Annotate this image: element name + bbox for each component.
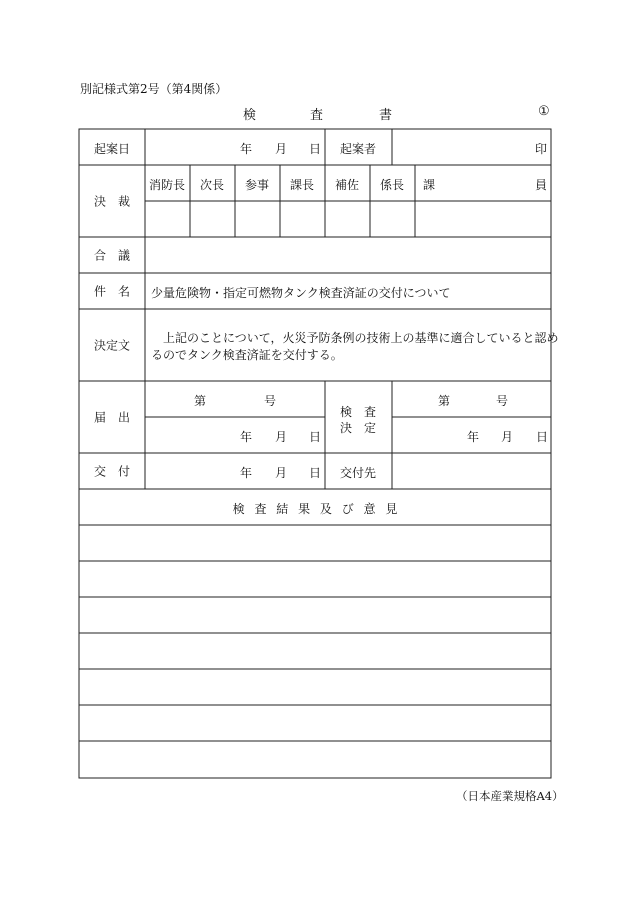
inspection-label-line1: 検 査 <box>339 405 377 419</box>
inspection-number-prefix: 第 <box>438 394 451 408</box>
year-label: 年 <box>240 142 253 156</box>
inspection-number-suffix: 号 <box>496 394 509 408</box>
approver-counselor: 参事 <box>244 178 270 192</box>
copy-number-mark: ① <box>538 104 550 119</box>
subject-label: 件 名 <box>93 284 131 299</box>
approver-deputy-chief: 次長 <box>199 178 225 192</box>
approver-section-chief: 課長 <box>289 178 315 192</box>
title-char: 査 <box>310 108 324 123</box>
issuance-month-label: 月 <box>275 466 288 480</box>
drafter-label: 起案者 <box>339 142 377 156</box>
title-char: 検 <box>243 108 257 123</box>
report-label: 届 出 <box>93 410 131 425</box>
report-number-prefix: 第 <box>194 394 207 408</box>
title-char: 書 <box>379 108 393 123</box>
approver-assistant: 補佐 <box>334 178 360 192</box>
issue-to-label: 交付先 <box>339 466 377 480</box>
decision-text-line1: 上記のことについて，火災予防条例の技術上の基準に適合していると認め <box>163 331 559 345</box>
decision-text-line2: るのでタンク検査済証を交付する。 <box>151 348 343 362</box>
inspection-year-label: 年 <box>467 430 480 444</box>
report-number-suffix: 号 <box>264 394 277 408</box>
approval-label: 決 裁 <box>93 194 131 209</box>
consultation-label: 合 議 <box>93 248 131 263</box>
inspection-day-label: 日 <box>536 430 549 444</box>
form-reference: 別記様式第2号（第4関係） <box>80 82 228 96</box>
day-label: 日 <box>309 142 322 156</box>
inspection-label-line2: 決 定 <box>339 421 377 435</box>
report-year-label: 年 <box>240 430 253 444</box>
approver-fire-chief: 消防長 <box>148 178 186 192</box>
report-day-label: 日 <box>309 430 322 444</box>
results-heading: 検 査 結 果 及 び 意 見 <box>232 502 398 516</box>
staff-label-left: 課 <box>423 178 436 192</box>
issuance-day-label: 日 <box>309 466 322 480</box>
report-month-label: 月 <box>275 430 288 444</box>
decision-label: 決定文 <box>93 338 131 353</box>
draft-date-label: 起案日 <box>93 142 131 156</box>
month-label: 月 <box>275 142 288 156</box>
subject-text: 少量危険物・指定可燃物タンク検査済証の交付について <box>151 286 451 300</box>
staff-label-right: 員 <box>535 178 548 192</box>
paper-size-note: （日本産業規格A4） <box>456 789 564 803</box>
issuance-year-label: 年 <box>240 466 253 480</box>
issuance-label: 交 付 <box>93 464 131 479</box>
approver-subsection-chief: 係長 <box>379 178 405 192</box>
seal-label: 印 <box>535 142 548 156</box>
inspection-month-label: 月 <box>501 430 514 444</box>
